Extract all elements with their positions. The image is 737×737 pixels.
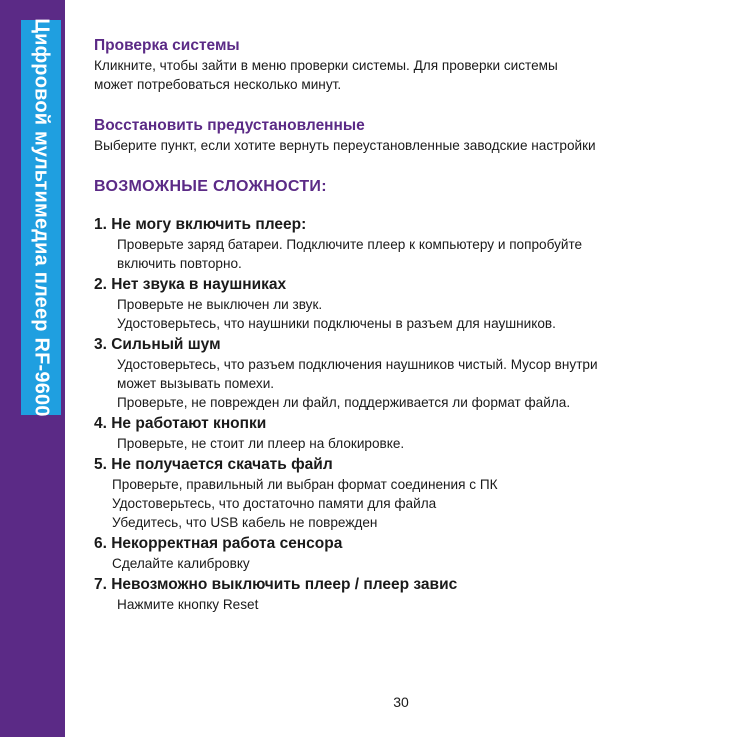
- problem-text-line: Убедитесь, что USB кабель не поврежден: [112, 515, 378, 530]
- problem-item: [94, 455, 714, 532]
- problem-text-line: может вызывать помехи.: [117, 376, 275, 391]
- problem-item: [94, 575, 714, 614]
- problem-text-line: Сделайте калибровку: [112, 556, 250, 571]
- problem-text-line: Удостоверьтесь, что достаточно памяти для файла: [112, 496, 437, 511]
- problem-text-line: Проверьте, не поврежден ли файл, поддерживается ли формат файла.: [117, 395, 571, 410]
- problem-text-line: Удостоверьтесь, что разъем подключения наушников чистый. Мусор внутри: [117, 357, 598, 372]
- section-text-line: Выберите пункт, если хотите вернуть переустановленные заводские настройки: [94, 138, 596, 153]
- section-text-line: Кликните, чтобы зайти в меню проверки системы. Для проверки системы: [94, 58, 558, 73]
- problem-text-line: Нажмите кнопку Reset: [117, 597, 259, 612]
- sidebar-title: Цифровой мультимедиа плеер RF-9600: [30, 18, 53, 417]
- problem-title: 6. Некорректная работа сенсора: [94, 535, 343, 552]
- problem-item: [94, 414, 714, 453]
- section-heading: Проверка системы: [94, 37, 240, 54]
- problem-item: [94, 275, 714, 333]
- section-text-line: может потребоваться несколько минут.: [94, 77, 342, 92]
- problem-text-line: Проверьте, не стоит ли плеер на блокировке.: [117, 436, 405, 451]
- problem-text-line: Проверьте, правильный ли выбран формат соединения с ПК: [112, 477, 498, 492]
- problem-item: [94, 335, 714, 412]
- problem-title: 2. Нет звука в наушниках: [94, 276, 287, 293]
- page-number: 30: [393, 694, 409, 710]
- sidebar: [0, 0, 65, 737]
- problem-text-line: Проверьте не выключен ли звук.: [117, 297, 323, 312]
- problem-title: 7. Невозможно выключить плеер / плеер завис: [94, 576, 458, 593]
- problem-title: 1. Не могу включить плеер:: [94, 216, 307, 233]
- page-content: [94, 36, 714, 616]
- problem-item: [94, 534, 714, 573]
- problem-text-line: включить повторно.: [117, 256, 242, 271]
- problem-title: 3. Сильный шум: [94, 336, 221, 353]
- problem-title: 4. Не работают кнопки: [94, 415, 267, 432]
- problem-item: [94, 215, 714, 273]
- problem-title: 5. Не получается скачать файл: [94, 456, 333, 473]
- section-restore-defaults: [94, 116, 714, 155]
- problems-title: ВОЗМОЖНЫЕ СЛОЖНОСТИ:: [94, 178, 327, 195]
- sidebar-title-box: [21, 20, 61, 415]
- problem-text-line: Проверьте заряд батареи. Подключите плеер к компьютеру и попробуйте: [117, 237, 583, 252]
- section-system-check: [94, 36, 714, 94]
- section-heading: Восстановить предустановленные: [94, 117, 365, 134]
- problem-text-line: Удостоверьтесь, что наушники подключены в разъем для наушников.: [117, 316, 556, 331]
